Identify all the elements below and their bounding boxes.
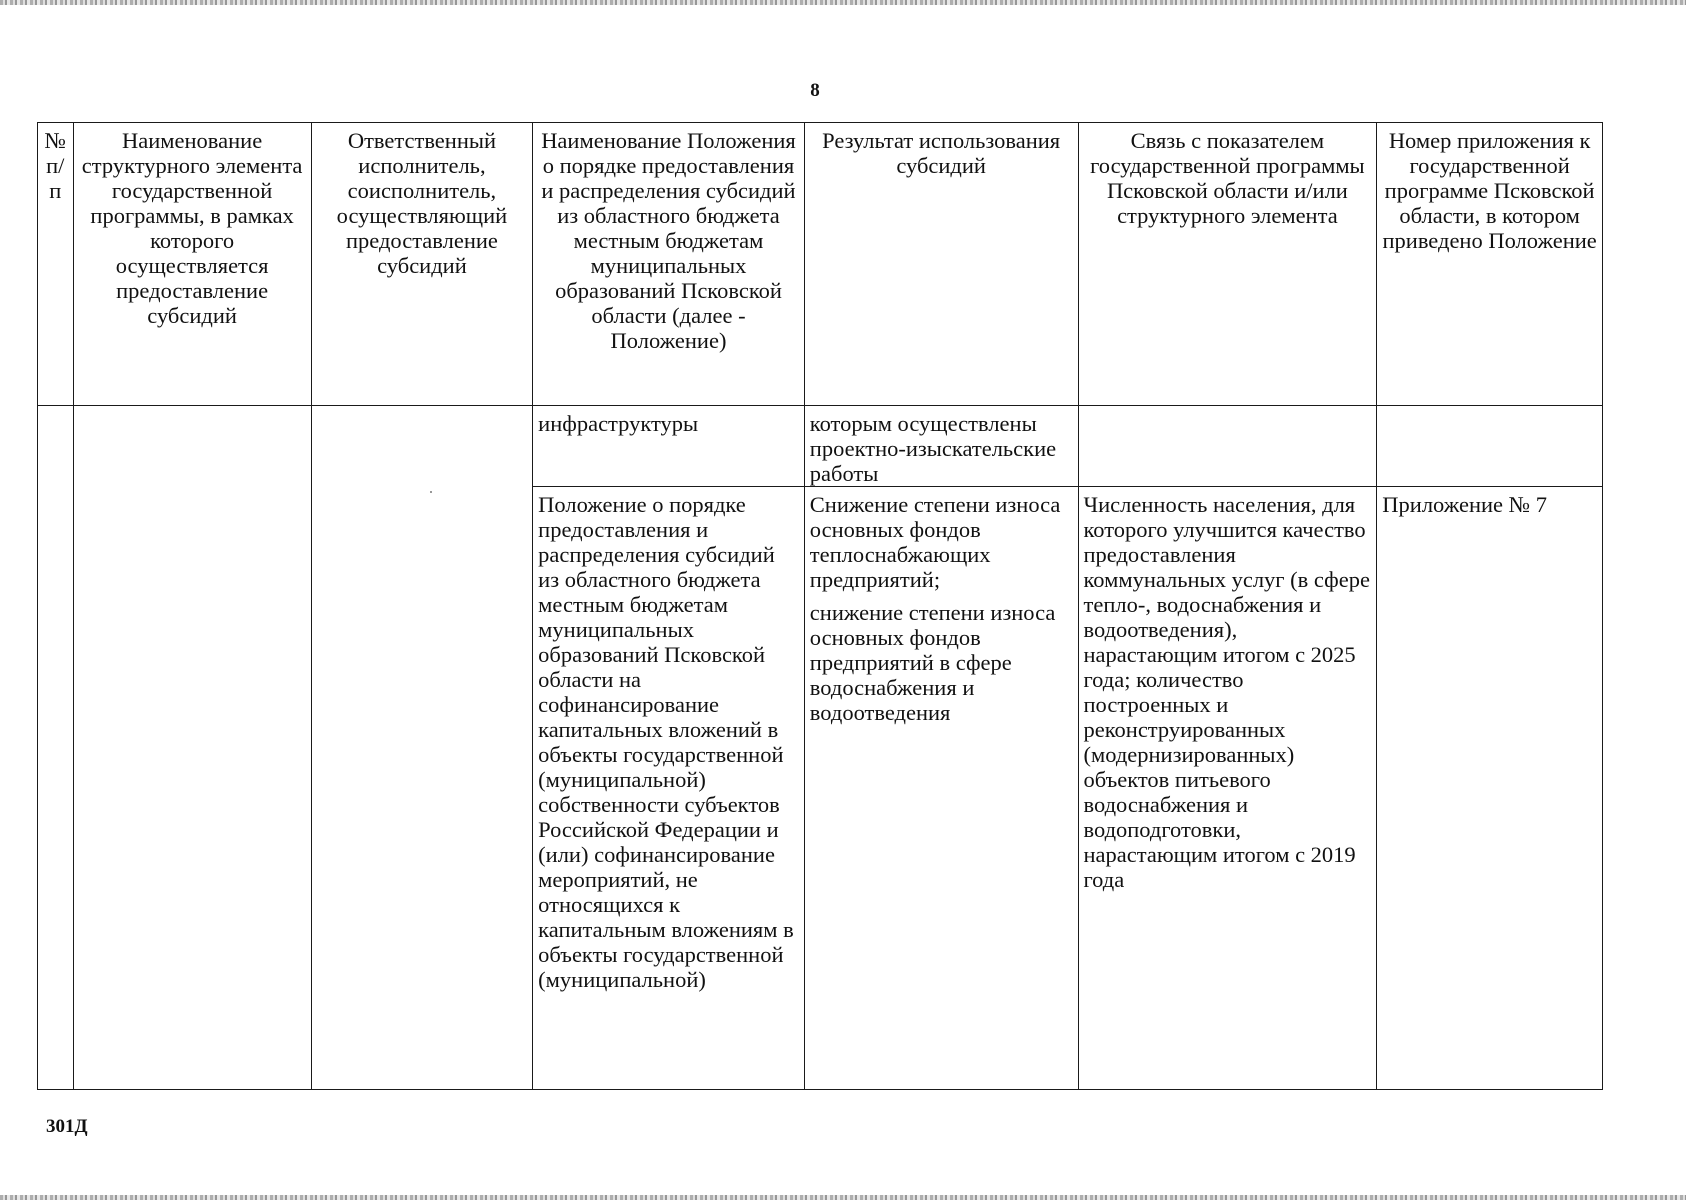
cell-indicator-link: Численность населения, для которого улучшится качество предоставления коммунальных услуг (в сфере тепло-, водоснабжения и водоотведения), нарастающим итогом с 2025 года; количество построенных и реконструированных (модернизированных) объектов питьевого водоснабжения и водоподготовки, нарастающим итогом с 2019 года: [1078, 487, 1377, 1090]
page-number: 8: [810, 80, 820, 101]
cell-result: [804, 487, 1078, 1090]
table-header-row: [38, 123, 1603, 406]
cell-appendix: Приложение № 7: [1377, 487, 1603, 1090]
cell-responsible-executor: [311, 406, 532, 1090]
header-structural-element: Наименование структурного элемента государственной программы, в рамках которого осуществляется предоставление субсидий: [73, 123, 311, 406]
table-row-continuation: [38, 406, 1603, 487]
header-responsible-executor: Ответственный исполнитель, соисполнитель, осуществляющий предоставление субсидий: [311, 123, 532, 406]
cell-number: [38, 406, 74, 1090]
scan-speck: [430, 491, 432, 493]
header-appendix-number: Номер приложения к государственной программе Псковской области, в котором приведено Положение: [1377, 123, 1603, 406]
cell-structural-element: [73, 406, 311, 1090]
header-regulation-name: Наименование Положения о порядке предоставления и распределения субсидий из областного бюджета местным бюджетам муниципальных образований Псковской области (далее - Положение): [533, 123, 805, 406]
header-subsidy-result: Результат использования субсидий: [804, 123, 1078, 406]
subsidy-table: [37, 122, 1603, 1090]
cell-link-continued: [1078, 406, 1377, 487]
cell-regulation-continued: инфраструктуры: [533, 406, 805, 487]
cell-result-continued: которым осуществлены проектно-изыскательские работы: [804, 406, 1078, 487]
document-code: 301Д: [46, 1116, 88, 1137]
header-indicator-link: Связь с показателем государственной программы Псковской области и/или структурного элемента: [1078, 123, 1377, 406]
result-paragraph-heat: Снижение степени износа основных фондов теплоснабжающих предприятий;: [809, 492, 1061, 592]
scan-edge-top: [0, 0, 1686, 5]
header-number: № п/п: [38, 123, 74, 406]
cell-regulation: Положение о порядке предоставления и распределения субсидий из областного бюджета местным бюджетам муниципальных образований Псковской области на софинансирование капитальных вложений в объекты государственной (муниципальной) собственности субъектов Российской Федерации и (или) софинансирование мероприятий, не относящихся к капитальным вложениям в объекты государственной (муниципальной): [533, 487, 805, 1090]
cell-appendix-continued: [1377, 406, 1603, 487]
result-paragraph-water: снижение степени износа основных фондов предприятий в сфере водоснабжения и водоотведения: [809, 600, 1056, 725]
scan-edge-bottom: [0, 1195, 1686, 1200]
